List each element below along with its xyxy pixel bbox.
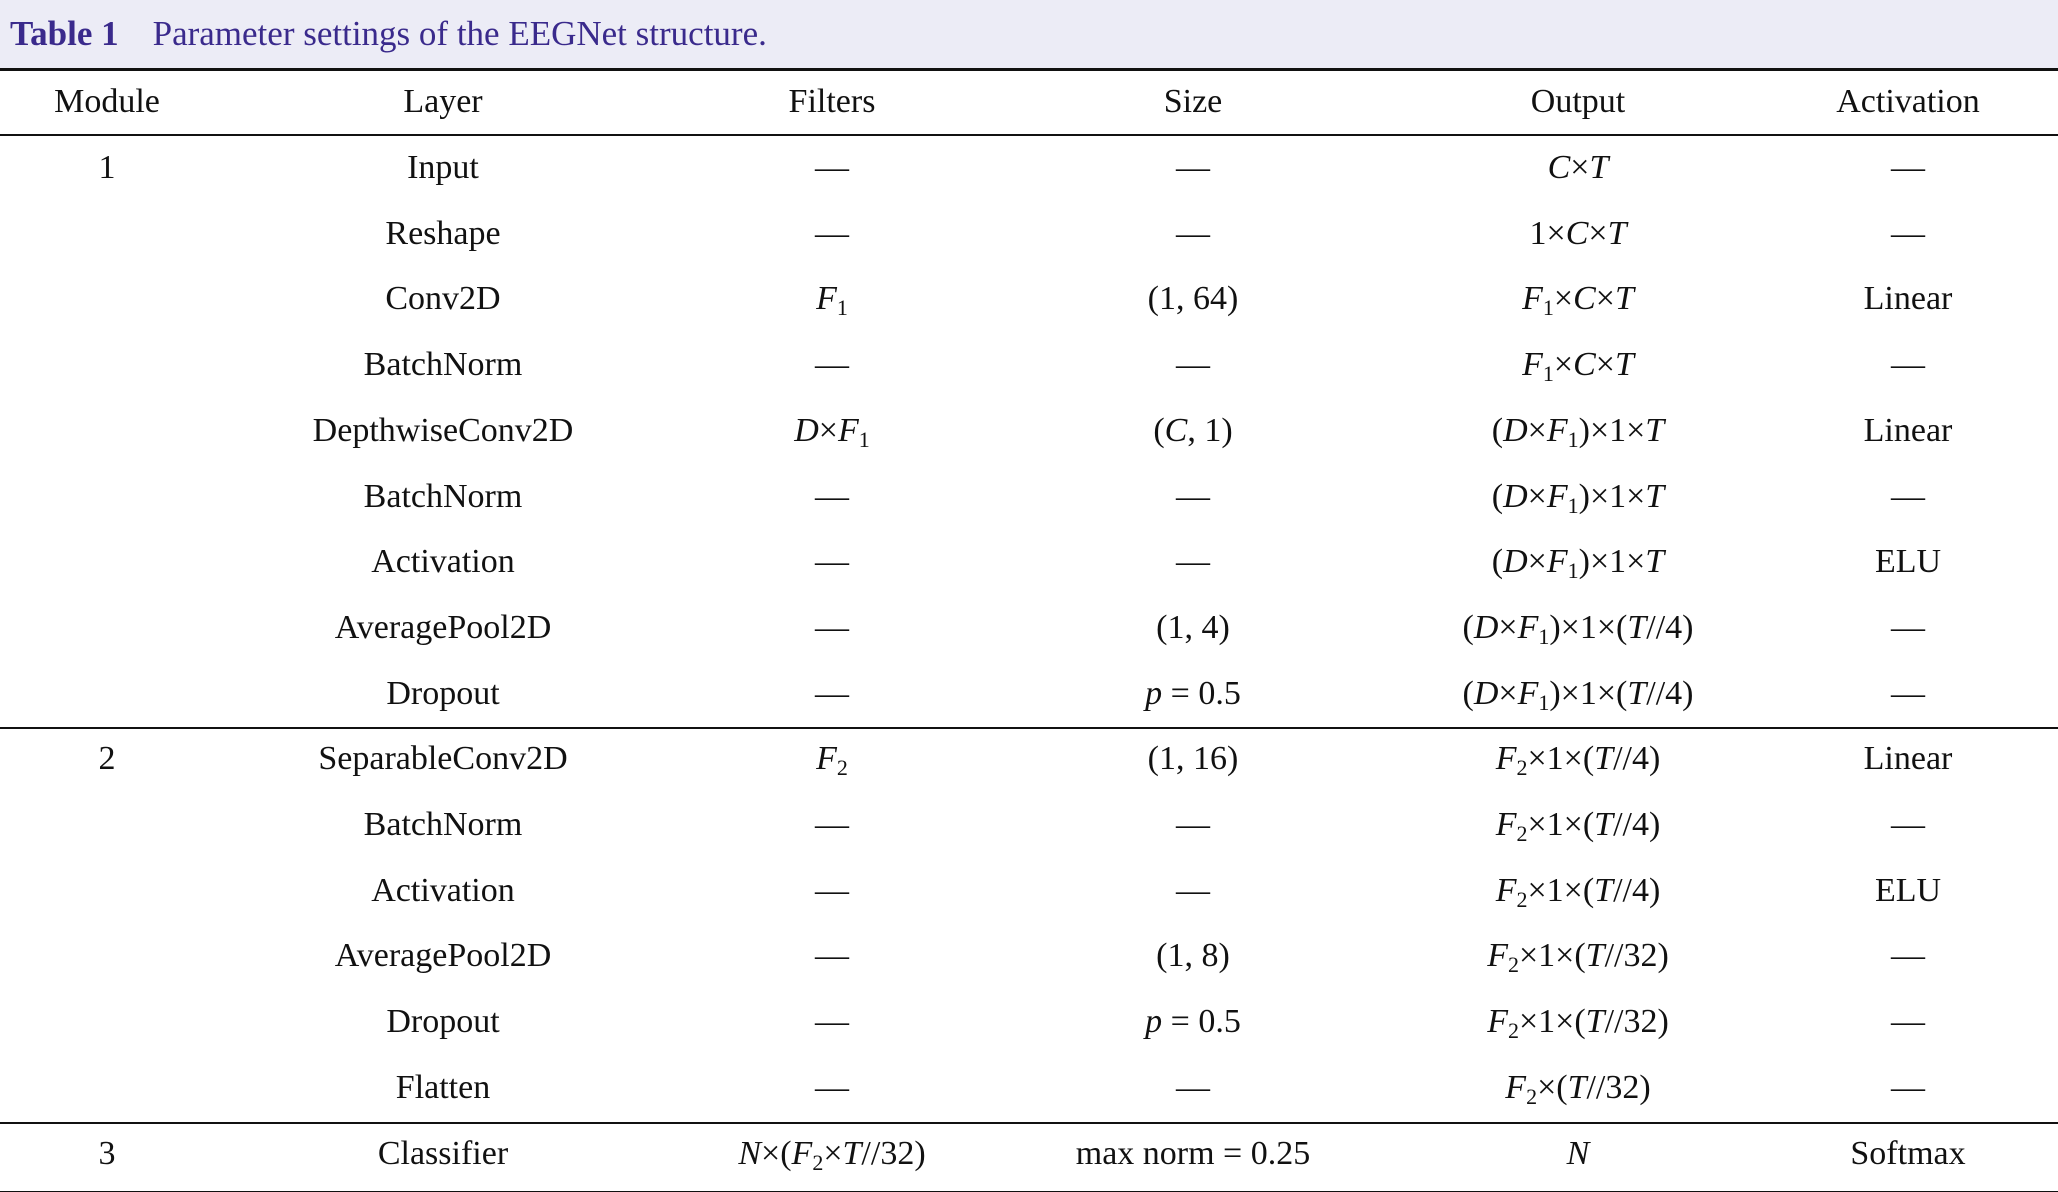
table-cell-filters: $F_2$ xyxy=(816,740,848,780)
table-cell-module: 1 xyxy=(98,149,116,186)
table-cell-output: $(D\times F_1)\times 1\times T$ xyxy=(1491,543,1665,583)
table-cell-size: — xyxy=(1176,215,1210,252)
table-cell-filters: — xyxy=(815,806,849,843)
table-cell-size: (C, 1) xyxy=(1153,412,1233,449)
table-cell-output: $(D\times F_1)\times 1\times(T//4)$ xyxy=(1462,675,1694,715)
table-cell-filters: $N\times(F_2\times T//32)$ xyxy=(738,1135,926,1175)
table-cell-filters: — xyxy=(815,609,849,646)
table-cell-filters: — xyxy=(815,1003,849,1040)
table-cell-activation: Linear xyxy=(1863,740,1953,777)
table-cell-output: C×T xyxy=(1547,149,1609,186)
table-cell-layer: AveragePool2D xyxy=(334,937,552,974)
table-cell-size: max norm = 0.25 xyxy=(1075,1135,1311,1172)
table-cell-layer: BatchNorm xyxy=(363,806,523,843)
table-cell-size: (1, 4) xyxy=(1156,609,1230,646)
table-cell-output: $F_1\times C\times T$ xyxy=(1522,346,1634,386)
table-cell-output: $F_2\times 1\times(T//4)$ xyxy=(1495,740,1661,780)
table-cell-output: $F_2\times 1\times(T//4)$ xyxy=(1495,806,1661,846)
table-cell-output: $(D\times F_1)\times 1\times T$ xyxy=(1491,478,1665,518)
table-cell-layer: Flatten xyxy=(395,1069,491,1106)
table-cell-activation: ELU xyxy=(1874,543,1942,580)
table-cell-size: — xyxy=(1176,543,1210,580)
caption-label: Table 1 xyxy=(10,14,119,53)
table-cell-layer: Dropout xyxy=(386,675,500,712)
table-cell-output: $F_1\times C\times T$ xyxy=(1522,280,1634,320)
table-cell-filters: — xyxy=(815,478,849,515)
table-cell-output: $(D\times F_1)\times 1\times(T//4)$ xyxy=(1462,609,1694,649)
column-header-module: Module xyxy=(54,83,160,120)
table-cell-size: (1, 64) xyxy=(1147,280,1239,317)
table-cell-activation: — xyxy=(1891,609,1925,646)
table-cell-layer: BatchNorm xyxy=(363,478,523,515)
table-cell-filters: $F_1$ xyxy=(816,280,848,320)
table-cell-output: $(D\times F_1)\times 1\times T$ xyxy=(1491,412,1665,452)
table-cell-layer: Activation xyxy=(371,872,515,909)
table-cell-size: — xyxy=(1176,1069,1210,1106)
table-cell-layer: Dropout xyxy=(386,1003,500,1040)
table-cell-size: (1, 16) xyxy=(1147,740,1239,777)
table-cell-layer: DepthwiseConv2D xyxy=(312,412,574,449)
table-top-rule xyxy=(0,68,2058,71)
table-cell-activation: — xyxy=(1891,215,1925,252)
table-cell-layer: AveragePool2D xyxy=(334,609,552,646)
table-cell-output: 1×C×T xyxy=(1529,215,1627,252)
table-cell-filters: $D\times F_1$ xyxy=(794,412,870,452)
column-header-layer: Layer xyxy=(403,83,483,120)
table-cell-size: — xyxy=(1176,872,1210,909)
table-cell-output: $F_2\times(T//32)$ xyxy=(1505,1069,1651,1109)
table-cell-filters: — xyxy=(815,937,849,974)
table-caption xyxy=(10,12,767,56)
table-cell-filters: — xyxy=(815,346,849,383)
table-cell-size: — xyxy=(1176,478,1210,515)
module-2-divider xyxy=(0,727,2058,729)
column-header-filters: Filters xyxy=(788,83,876,120)
table-cell-activation: Linear xyxy=(1863,412,1953,449)
table-cell-activation: — xyxy=(1891,346,1925,383)
table-cell-size: — xyxy=(1176,149,1210,186)
table-cell-activation: — xyxy=(1891,937,1925,974)
table-cell-size: p = 0.5 xyxy=(1145,675,1241,712)
table-cell-activation: — xyxy=(1891,1069,1925,1106)
table-cell-output: N xyxy=(1566,1135,1590,1172)
table-cell-layer: Conv2D xyxy=(385,280,501,317)
table-cell-layer: Activation xyxy=(371,543,515,580)
table-cell-filters: — xyxy=(815,149,849,186)
caption-text: Parameter settings of the EEGNet structure. xyxy=(152,14,767,53)
table-cell-activation: — xyxy=(1891,1003,1925,1040)
column-header-activation: Activation xyxy=(1836,83,1980,120)
module-3-divider xyxy=(0,1122,2058,1124)
column-header-output: Output xyxy=(1530,83,1626,120)
table-cell-filters: — xyxy=(815,872,849,909)
table-cell-filters: — xyxy=(815,215,849,252)
table-cell-layer: Input xyxy=(407,149,479,186)
table-cell-module: 3 xyxy=(98,1135,116,1172)
table-cell-size: (1, 8) xyxy=(1156,937,1230,974)
table-cell-output: $F_2\times 1\times(T//32)$ xyxy=(1487,937,1669,977)
header-bottom-rule xyxy=(0,134,2058,136)
column-header-size: Size xyxy=(1163,83,1223,120)
table-cell-size: p = 0.5 xyxy=(1145,1003,1241,1040)
table-cell-output: $F_2\times 1\times(T//4)$ xyxy=(1495,872,1661,912)
table-cell-size: — xyxy=(1176,346,1210,383)
table-cell-filters: — xyxy=(815,675,849,712)
table-cell-activation: — xyxy=(1891,806,1925,843)
table-cell-module: 2 xyxy=(98,740,116,777)
table-cell-activation: Softmax xyxy=(1850,1135,1966,1172)
table-cell-activation: — xyxy=(1891,149,1925,186)
table-cell-size: — xyxy=(1176,806,1210,843)
table-cell-activation: — xyxy=(1891,675,1925,712)
table-cell-filters: — xyxy=(815,1069,849,1106)
table-cell-layer: BatchNorm xyxy=(363,346,523,383)
table-cell-filters: — xyxy=(815,543,849,580)
table-cell-output: $F_2\times 1\times(T//32)$ xyxy=(1487,1003,1669,1043)
table-cell-activation: Linear xyxy=(1863,280,1953,317)
table-cell-activation: — xyxy=(1891,478,1925,515)
table-cell-layer: SeparableConv2D xyxy=(318,740,568,777)
table-cell-layer: Classifier xyxy=(377,1135,509,1172)
table-cell-layer: Reshape xyxy=(385,215,501,252)
table-cell-activation: ELU xyxy=(1874,872,1942,909)
